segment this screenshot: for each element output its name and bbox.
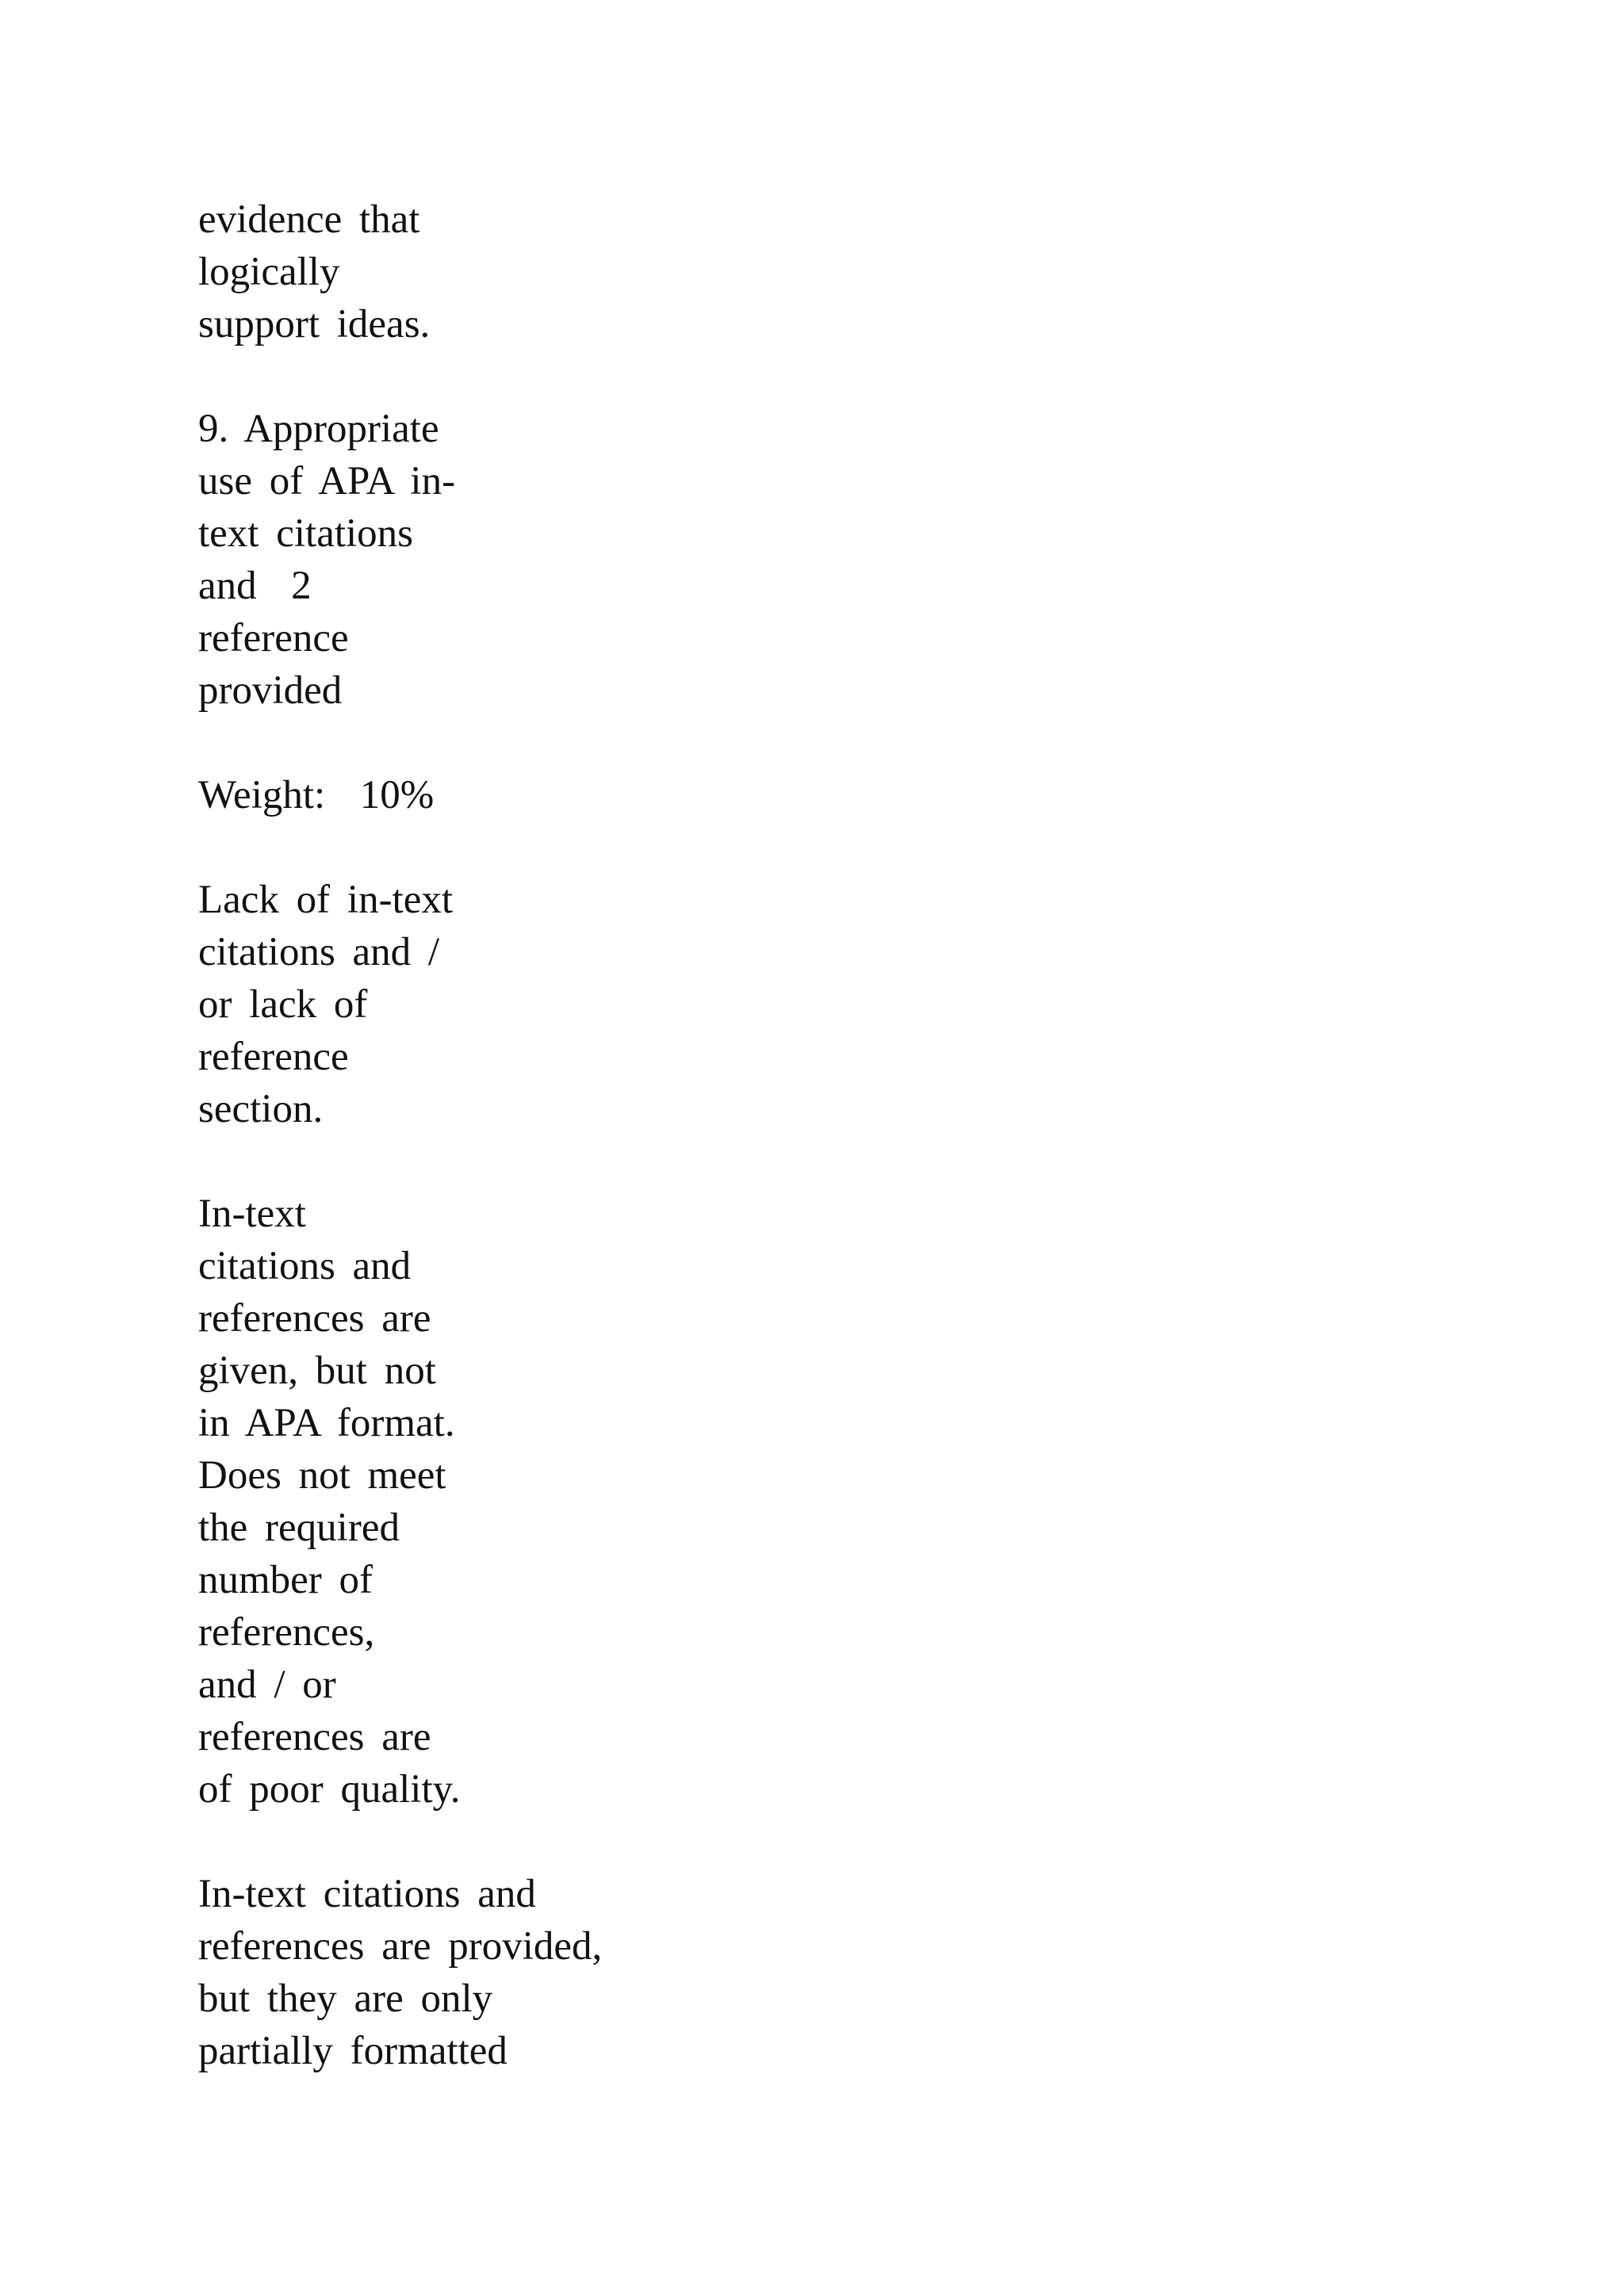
text-line: in APA format.	[198, 1401, 455, 1445]
text-line: Lack of in-text	[198, 878, 454, 922]
paragraph-not-apa-format	[198, 1188, 1388, 1816]
text-line: references are	[198, 1715, 431, 1759]
text-line: logically	[198, 250, 340, 294]
text-line: Does not meet	[198, 1453, 446, 1498]
text-line: use of APA in-	[198, 459, 456, 503]
text-line: but they are only	[198, 1976, 493, 2021]
text-line: of poor quality.	[198, 1767, 461, 1812]
text-line: text citations	[198, 511, 414, 556]
text-line: support ideas.	[198, 302, 431, 346]
paragraph-criterion-9	[198, 403, 1388, 717]
text-line: references,	[198, 1610, 375, 1655]
text-line: and / or	[198, 1663, 336, 1707]
text-line: In-text citations and	[198, 1872, 536, 1916]
paragraph-weight	[198, 769, 1388, 821]
text-line: references are provided,	[198, 1924, 603, 1969]
text-line: or lack of	[198, 982, 368, 1027]
text-line: reference	[198, 1035, 349, 1079]
text-line: given, but not	[198, 1349, 436, 1393]
paragraph-partially-formatted	[198, 1868, 1388, 2077]
text-line: Weight: 10%	[198, 773, 435, 817]
text-line: 9. Appropriate	[198, 407, 439, 451]
text-line: In-text	[198, 1192, 306, 1236]
text-line: reference	[198, 616, 349, 660]
paragraph-lack-of-citations	[198, 874, 1388, 1135]
text-line: the required	[198, 1506, 400, 1550]
text-line: and 2	[198, 564, 312, 608]
text-line: references are	[198, 1296, 431, 1341]
rubric-text	[198, 193, 1388, 2130]
paragraph-evidence	[198, 193, 1388, 350]
text-line: citations and	[198, 1244, 412, 1288]
text-line: citations and /	[198, 930, 440, 974]
text-line: section.	[198, 1087, 324, 1131]
text-line: evidence that	[198, 197, 420, 242]
text-line: provided	[198, 668, 343, 713]
text-line: number of	[198, 1558, 373, 1602]
text-line: partially formatted	[198, 2029, 508, 2073]
